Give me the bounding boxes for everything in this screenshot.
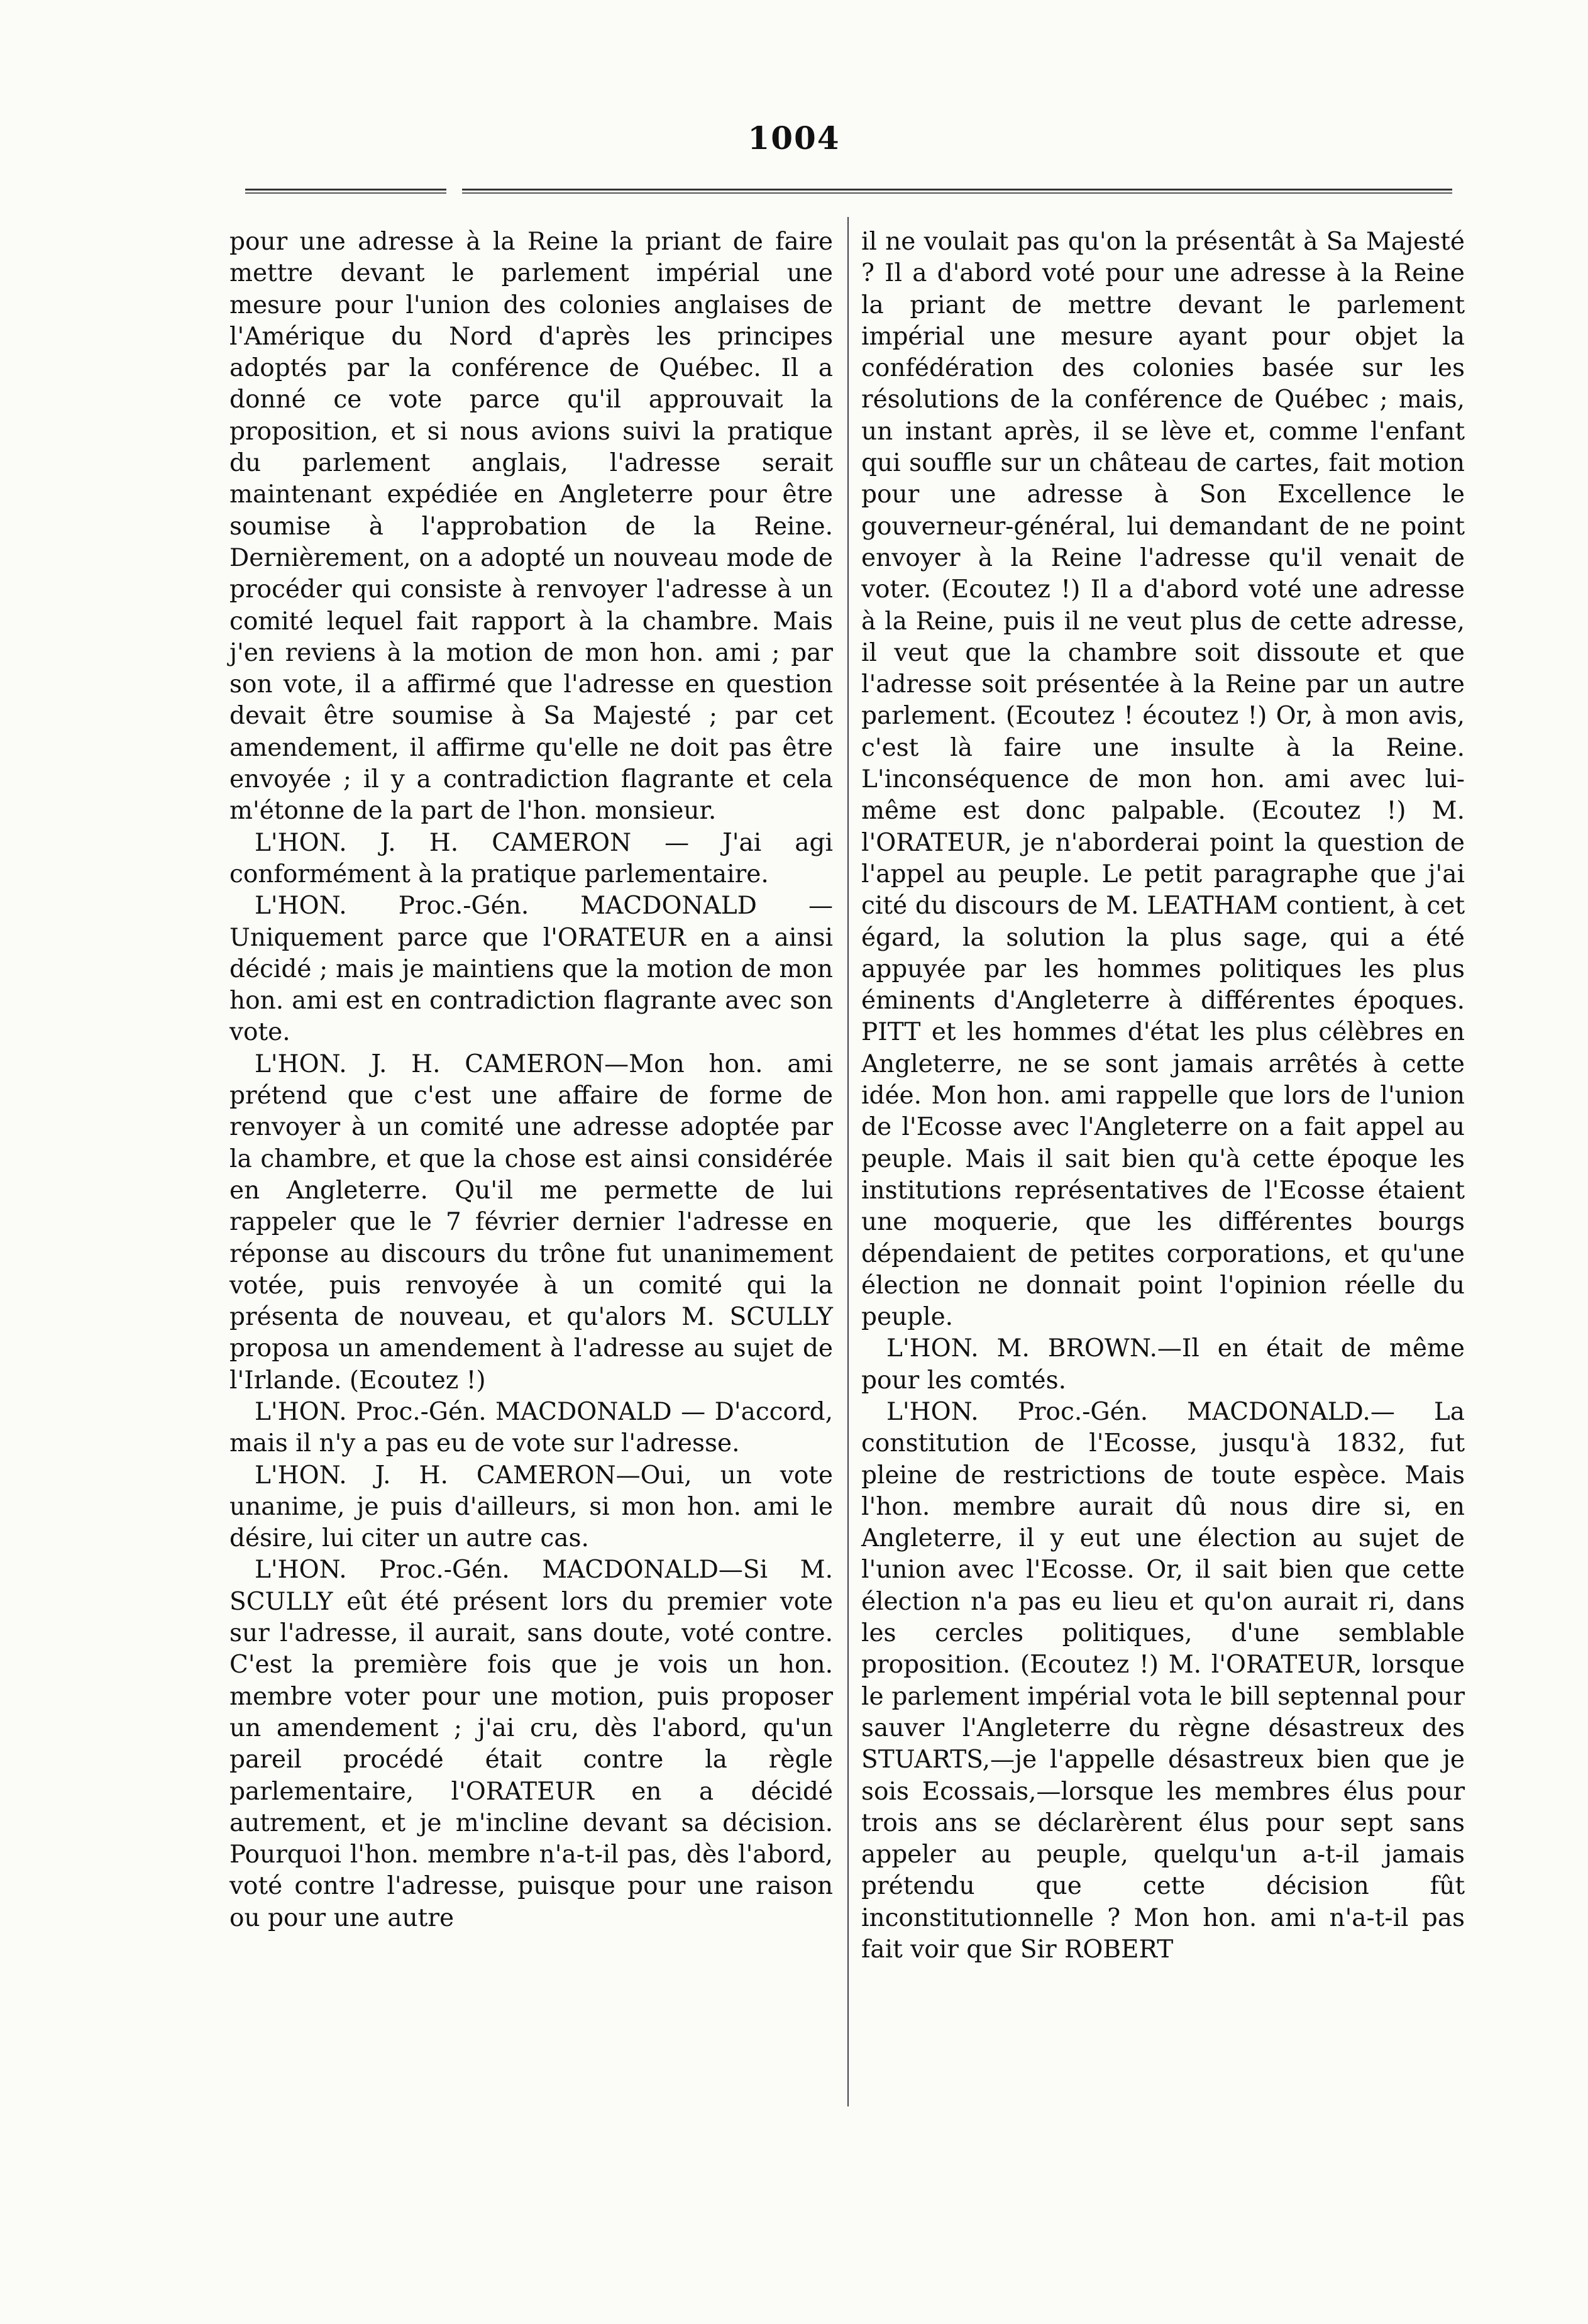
paragraph: L'HON. Proc.-Gén. MACDONALD — Uniquement parce que l'ORATEUR en a ainsi décidé ; mais je maintiens que la motion de mon hon. ami est en contradiction flagrante avec son vote. [229, 892, 833, 1047]
paragraph: pour une adresse à la Reine la priant de faire mettre devant le parlement impérial une mesure pour l'union des colonies anglaises de l'Amérique du Nord d'après les principes adoptés par la conférence de Québec. Il a donné ce vote parce qu'il approuvait la proposition, et si nous avions suivi la pratique du parlement anglais, l'adresse serait maintenant expédiée en Angleterre pour être soumise à l'approbation de la Reine. Dernièrement, on a adopté un nouveau mode de procéder qui consiste à renvoyer l'adresse à un comité lequel fait rapport à la chambre. Mais j'en reviens à la motion de mon hon. ami ; par son vote, il a affirmé que l'adresse en question devait être soumise à Sa Majesté ; par cet amendement, il affirme qu'elle ne doit pas être envoyée ; il y a contradiction flagrante et cela m'étonne de la part de l'hon. monsieur. [229, 228, 833, 826]
paragraph: L'HON. Proc.-Gén. MACDONALD—Si M. SCULLY eût été présent lors du premier vote sur l'adresse, il aurait, sans doute, voté contre. C'est la première fois que je vois un hon. membre voter pour une motion, puis proposer un amendement ; j'ai cru, dès l'abord, qu'un pareil procédé était contre la règle parlementaire, l'ORATEUR en a décidé autrement, et je m'incline devant sa décision. Pourquoi l'hon. membre n'a-t-il pas, dès l'abord, voté contre l'adresse, puisque pour une raison ou pour une autre [229, 1556, 833, 1932]
paragraph: L'HON. J. H. CAMERON — J'ai agi conformément à la pratique parlementaire. [229, 828, 833, 888]
paragraph: L'HON. Proc.-Gén. MACDONALD.— La constitution de l'Ecosse, jusqu'à 1832, fut pleine de restrictions de toute espèce. Mais l'hon. membre aurait dû nous dire si, en Angleterre, il y eut une élection au sujet de l'union avec l'Ecosse. Or, il sait bien que cette élection n'a pas eu lieu et qu'on aurait ri, dans les cercles politiques, d'une semblable proposition. (Ecoutez !) M. l'ORATEUR, lorsque le parlement impérial vota le bill septennal pour sauver l'Angleterre du règne désastreux des STUARTS,—je l'appelle désastreux bien que je sois Ecossais,—lorsque les membres élus pour trois ans se déclarèrent élus pour sept sans appeler au peuple, quelqu'un a-t-il jamais prétendu que cette décision fût inconstitutionnelle ? Mon hon. ami n'a-t-il pas fait voir que Sir ROBERT [861, 1397, 1465, 1964]
header-rule-right [462, 189, 1452, 194]
header-rule-left [245, 189, 446, 194]
paragraph: il ne voulait pas qu'on la présentât à Sa Majesté ? Il a d'abord voté pour une adresse à la Reine la priant de mettre devant le parlement impérial une mesure ayant pour objet la confédération des colonies basée sur les résolutions de la conférence de Québec ; mais, un instant après, il se lève et, comme l'enfant qui souffle sur un château de cartes, fait motion pour une adresse à Son Excellence le gouverneur-général, lui demandant de ne point envoyer à la Reine l'adresse qu'il venait de voter. (Ecoutez !) Il a d'abord voté une adresse à la Reine, puis il ne veut plus de cette adresse, il veut que la chambre soit dissoute et que l'adresse soit présentée à la Reine par un autre parlement. (Ecoutez ! écoutez !) Or, à mon avis, c'est là faire une insulte à la Reine. L'inconséquence de mon hon. ami avec lui-même est donc palpable. (Ecoutez !) M. l'ORATEUR, je n'aborderai point la question de l'appel au peuple. Le petit paragraphe que j'ai cité du discours de M. LEATHAM contient, à cet égard, la solution la plus sage, qui a été appuyée par les hommes politiques les plus éminents d'Angleterre à différentes époques. PITT et les hommes d'état les plus célèbres en Angleterre, ne se sont jamais arrêtés à cette idée. Mon hon. ami rappelle que lors de l'union de l'Ecosse avec l'Angleterre on a fait appel au peuple. Mais il sait bien qu'à cette époque les institutions représentatives de l'Ecosse étaient une moquerie, que les différentes bourgs dépendaient de petites corporations, et qu'une élection ne donnait point l'opinion réelle du peuple. [861, 228, 1465, 1332]
paragraph: L'HON. J. H. CAMERON—Mon hon. ami prétend que c'est une affaire de forme de renvoyer à un comité une adresse adoptée par la chambre, et que la chose est ainsi considérée en Angleterre. Qu'il me permette de lui rappeler que le 7 février dernier l'adresse en réponse au discours du trône fut unanimement votée, puis renvoyée à un comité qui la présenta de nouveau, et qu'alors M. SCULLY proposa un amendement à l'adresse au sujet de l'Irlande. (Ecoutez !) [229, 1049, 833, 1395]
column-divider [847, 217, 849, 2106]
left-column [229, 226, 833, 1934]
paragraph: L'HON. M. BROWN.—Il en était de même pour les comtés. [861, 1334, 1465, 1395]
paragraph: L'HON. Proc.-Gén. MACDONALD — D'accord, mais il n'y a pas eu de vote sur l'adresse. [229, 1397, 833, 1458]
paragraph: L'HON. J. H. CAMERON—Oui, un vote unanime, je puis d'ailleurs, si mon hon. ami le désire, lui citer un autre cas. [229, 1461, 833, 1553]
right-column [861, 226, 1465, 1966]
page-number: 1004 [747, 119, 841, 157]
